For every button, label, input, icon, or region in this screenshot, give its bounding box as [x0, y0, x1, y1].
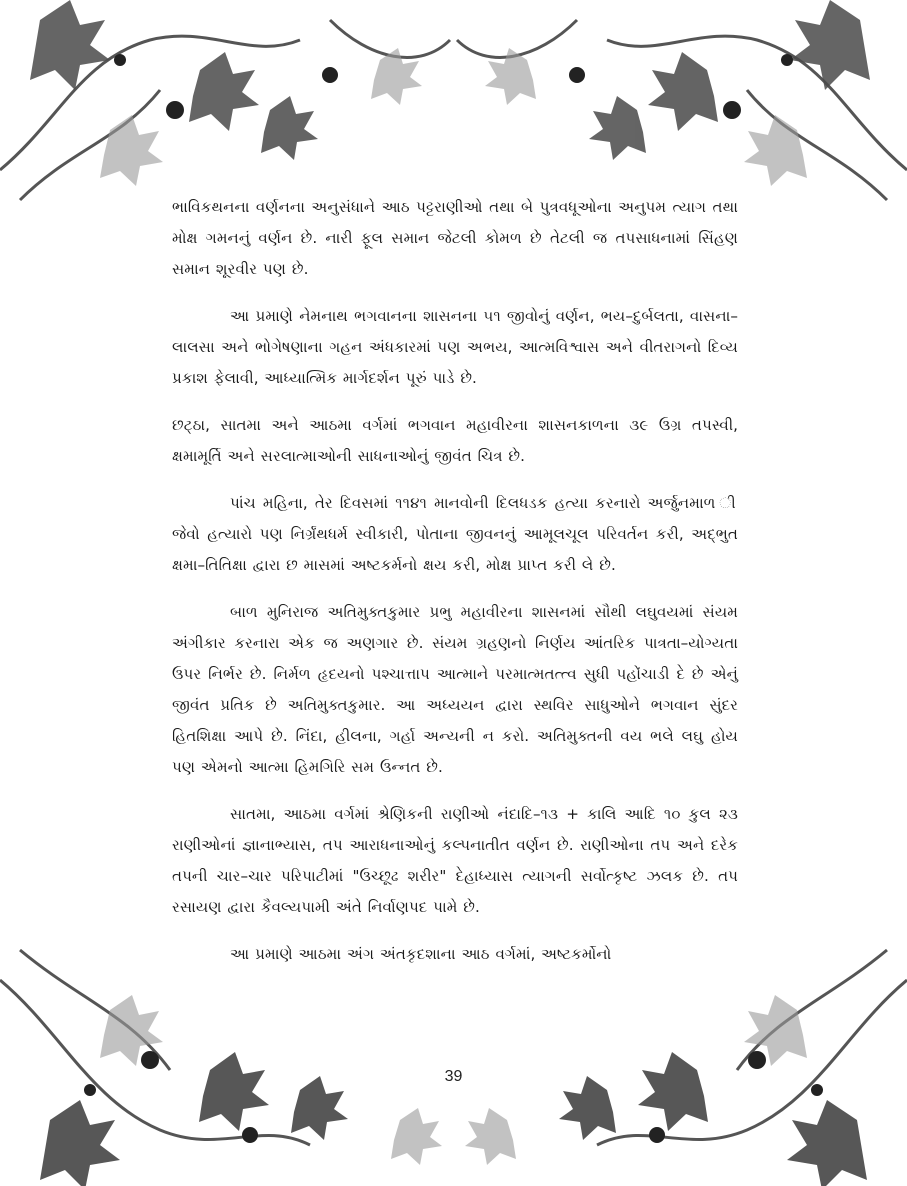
page-number: 39	[444, 1068, 463, 1085]
paragraph: પાંચ મહિના, તેર દિવસમાં ૧૧૪૧ માનવોની દિલધડક હત્યા કરનારો અર્જુનમાળ ી જેવો હત્યારો પણ નિર્ગ્રંથધર્મ સ્વીકારી, પોતાના જીવનનું આમૂલચૂલ પરિવર્તન કરી, અદ્‌ભુત ક્ષમા–તિતિક્ષા દ્વારા છ માસમાં અષ્ટકર્મનો ક્ષય કરી, મોક્ષ પ્રાપ્ત કરી લે છે.	[172, 494, 738, 574]
paragraph: આ પ્રમાણે નેમનાથ ભગવાનના શાસનના ૫૧ જીવોનું વર્ણન, ભય–દુર્બલતા, વાસના–લાલસા અને ભોગેષણાના ગહન અંધકારમાં પણ અભય, આત્મવિશ્વાસ અને વીતરાગનો દિવ્ય પ્રકાશ ફેલાવી, આધ્યાત્મિક માર્ગદર્શન પૂરું પાડે છે.	[172, 307, 738, 387]
paragraph: છટ્ઠા, સાતમા અને આઠમા વર્ગમાં ભગવાન મહાવીરના શાસનકાળના ૩૯ ઉગ્ર તપસ્વી, ક્ષમામૂર્તિ અને સરલાત્માઓની સાધનાઓનું જીવંત ચિત્ર છે.	[172, 416, 738, 465]
paragraph: આ પ્રમાણે આઠમા અંગ અંતકૃદશાના આઠ વર્ગમાં, અષ્ટકર્મોનો	[230, 945, 612, 963]
paragraph: ભાવિકથનના વર્ણનના અનુસંધાને આઠ પટ્ટરાણીઓ તથા બે પુત્રવધૂઓના અનુપમ ત્યાગ તથા મોક્ષ ગમનનું વર્ણન છે. નારી ફૂલ સમાન જેટલી કોમળ છે તેટલી જ તપસાધનામાં સિંહણ સમાન શૂરવીર પણ છે.	[172, 198, 738, 278]
paragraph: સાતમા, આઠમા વર્ગમાં શ્રેણિકની રાણીઓ નંદાદિ–૧૩ + કાલિ આદિ ૧૦ કુલ ૨૩ રાણીઓનાં જ્ઞાનાભ્યાસ, તપ આરાધનાઓનું કલ્પનાતીત વર્ણન છે. રાણીઓના તપ અને દરેક તપની ચાર–ચાર પરિપાટીમાં "ઉચ્છૂઢ શરીર" દેહાધ્યાસ ત્યાગની સર્વોત્કૃષ્ટ ઝલક છે. તપ રસાયણ દ્વારા કૈવલ્યપામી અંતે નિર્વાણપદ પામે છે.	[172, 805, 738, 916]
main-text	[172, 192, 738, 986]
paragraph: બાળ મુનિરાજ અતિમુક્તકુમાર પ્રભુ મહાવીરના શાસનમાં સૌથી લઘુવયમાં સંયમ અંગીકાર કરનારા એક જ અણગાર છે. સંયમ ગ્રહણનો નિર્ણય આંતરિક પાત્રતા–યોગ્યતા ઉપર નિર્ભર છે. નિર્મળ હૃદયનો પશ્ચાત્તાપ આત્માને પરમાત્મતત્ત્વ સુધી પહોંચાડી દે છે એનું જીવંત પ્રતિક છે અતિમુક્તકુમાર. આ અધ્યયન દ્વારા સ્થવિર સાધુઓને ભગવાન સુંદર હિતશિક્ષા આપે છે. નિંદા, હીલના, ગર્હા અન્યની ન કરો. અતિમુક્તની વય ભલે લઘુ હોય પણ એમનો આત્મા હિમગિરિ સમ ઉન્નત છે.	[172, 603, 738, 776]
